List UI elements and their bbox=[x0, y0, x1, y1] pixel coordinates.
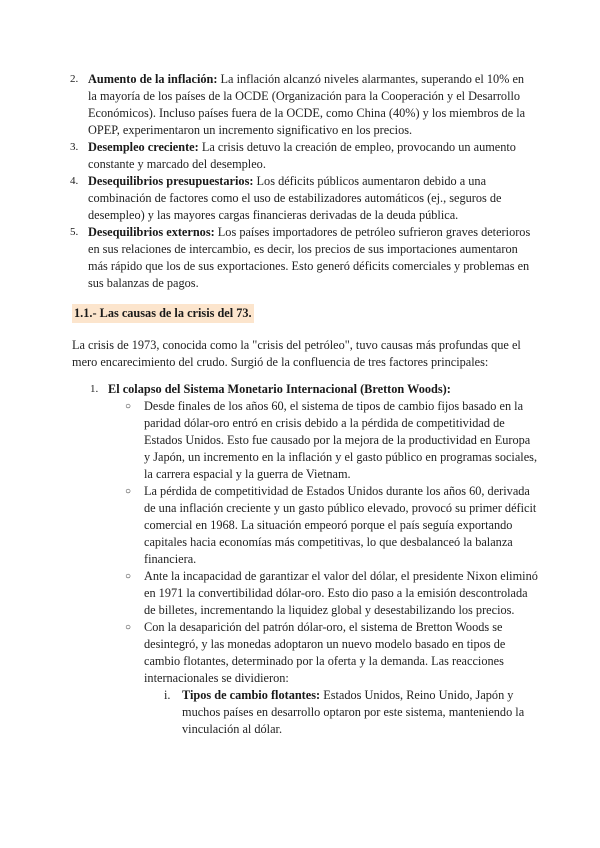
bullet-item bbox=[125, 619, 538, 738]
bullet-item bbox=[125, 483, 538, 568]
hollow-circle-bullet-icon: ○ bbox=[125, 401, 132, 412]
list-number: 2. bbox=[70, 73, 79, 85]
list-item bbox=[70, 224, 534, 292]
list-number: 4. bbox=[70, 175, 79, 187]
cause-title: El colapso del Sistema Monetario Internacional (Bretton Woods): bbox=[108, 382, 451, 396]
sub-text: Estados Unidos, Reino Unido, Japón y muchos países en desarrollo optaron por este sistema, manteniendo la vinculación al dólar. bbox=[182, 688, 525, 736]
bullet-item bbox=[125, 398, 538, 483]
item-title: Desequilibrios externos: bbox=[88, 225, 215, 239]
sub-title: Tipos de cambio flotantes: bbox=[182, 688, 321, 702]
item-title: Desequilibrios presupuestarios: bbox=[88, 174, 254, 188]
item-text: La inflación alcanzó niveles alarmantes, superando el 10% en la mayoría de los países de la OCDE (Organización para la Cooperación y el Desarrollo Económicos). Incluso países fuera de la OCDE, como China (40%) y los miembros de la OPEP, experimentaron un incremento significativo en los precios. bbox=[88, 72, 526, 137]
consequences-list bbox=[70, 71, 534, 292]
intro-paragraph: La crisis de 1973, conocida como la "crisis del petróleo", tuvo causas más profundas que el mero encarecimiento del crudo. Surgió de la confluencia de tres factores principales: bbox=[72, 338, 521, 369]
item-title: Aumento de la inflación: bbox=[88, 72, 218, 86]
item-text: Los países importadores de petróleo sufrieron graves deterioros en sus relaciones de intercambio, es decir, los precios de sus importaciones aumentaron más rápido que los de sus exportaciones. Esto generó déficits comerciales y problemas en sus balanzas de pagos. bbox=[88, 225, 531, 290]
item-title: Desempleo creciente: bbox=[88, 140, 199, 154]
item-text: Los déficits públicos aumentaron debido a una combinación de factores como el uso de estabilizadores automáticos (ej., seguros de desempleo) y las mayores cargas financieras derivadas de la deuda pública. bbox=[88, 174, 502, 222]
bullet-item bbox=[125, 568, 538, 619]
bullet-list bbox=[108, 398, 538, 738]
item-text: La crisis detuvo la creación de empleo, provocando un aumento constante y marcado del desempleo. bbox=[88, 140, 516, 171]
section-heading: 1.1.- Las causas de la crisis del 73. bbox=[72, 304, 254, 323]
list-item bbox=[70, 173, 534, 224]
roman-item bbox=[164, 687, 538, 738]
hollow-circle-bullet-icon: ○ bbox=[125, 486, 132, 497]
list-item bbox=[90, 381, 538, 738]
bullet-text: Ante la incapacidad de garantizar el valor del dólar, el presidente Nixon eliminó en 1971 la convertibilidad dólar-oro. Esto dio paso a la emisión descontrolada de billetes, incrementando la liquidez global y desestabilizando los precios. bbox=[144, 569, 538, 617]
roman-list bbox=[144, 687, 538, 738]
list-number: 5. bbox=[70, 226, 79, 238]
bullet-text: Desde finales de los años 60, el sistema de tipos de cambio fijos basado en la paridad dólar-oro entró en crisis debido a la pérdida de competitividad de Estados Unidos. Esto fue causado por la mejora de la productividad en Europa y Japón, un incremento en la inflación y el gasto público en programas sociales, la carrera espacial y la guerra de Vietnam. bbox=[144, 399, 538, 481]
list-number: 3. bbox=[70, 141, 79, 153]
roman-number: i. bbox=[164, 688, 171, 702]
bullet-text: Con la desaparición del patrón dólar-oro, el sistema de Bretton Woods se desintegró, y las monedas adoptaron un nuevo modelo basado en tipos de cambio flotantes, determinado por la oferta y la demanda. Las reacciones internacionales se dividieron: bbox=[144, 620, 506, 685]
list-item bbox=[70, 71, 534, 139]
hollow-circle-bullet-icon: ○ bbox=[125, 571, 132, 582]
hollow-circle-bullet-icon: ○ bbox=[125, 622, 132, 633]
list-item bbox=[70, 139, 534, 173]
causes-list bbox=[90, 381, 538, 738]
bullet-text: La pérdida de competitividad de Estados Unidos durante los años 60, derivada de una inflación creciente y un gasto público elevado, provocó su primer déficit comercial en 1968. La situación empeoró porque el país seguía exportando capitales hacia economías más competitivas, lo que desbalanceó la balanza financiera. bbox=[144, 484, 537, 566]
list-number: 1. bbox=[90, 383, 99, 395]
